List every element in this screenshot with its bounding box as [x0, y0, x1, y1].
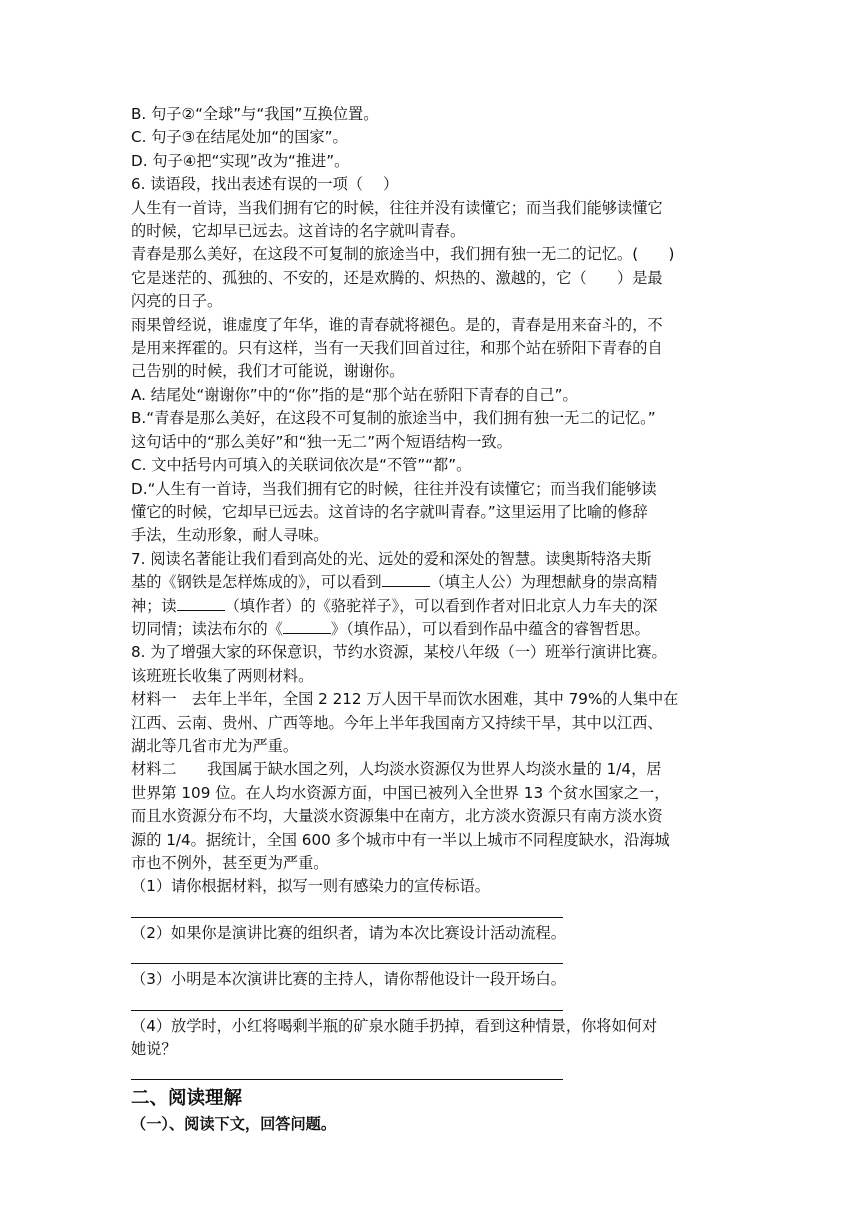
- q8-material-two: 材料二 我国属于缺水国之列，人均淡水资源仅为世界人均淡水量的 1/4，居: [131, 760, 662, 779]
- answer-line-3[interactable]: [131, 992, 563, 1011]
- q7-text: 切同情；读法布尔的《: [131, 619, 283, 638]
- q8-material-two: 源的 1/4。据统计，全国 600 多个城市中有一半以上城市不同程度缺水，沿海城: [131, 830, 670, 849]
- q8-subquestion-4-cont: 她说？: [131, 1040, 177, 1059]
- q8-material-one: 湖北等几省市尤为严重。: [131, 736, 299, 755]
- q6-passage-line: 青春是那么美好，在这段不可复制的旅途当中，我们拥有独一无二的记忆。( ): [131, 245, 675, 264]
- q7-line: [131, 595, 735, 618]
- q8-stem-cont: 该班班长收集了两则材料。: [131, 666, 314, 685]
- section-title: 二、阅读理解: [131, 1088, 243, 1110]
- q7-text: （填主人公）为理想献身的崇高精: [429, 573, 658, 592]
- q8-material-two: 而且水资源分布不均，大量淡水资源集中在南方，北方淡水资源只有南方淡水资: [131, 807, 663, 826]
- q7-line: [131, 571, 735, 594]
- q6-passage-line: 闪亮的日子。: [131, 292, 223, 311]
- q7-line: [131, 618, 735, 641]
- document-page: [131, 103, 735, 1136]
- q8-subquestion-1: （1）请你根据材料，拟写一则有感染力的宣传标语。: [131, 877, 490, 896]
- q8-material-one: 江西、云南、贵州、广西等地。今年上半年我国南方又持续干旱，其中以江西、: [131, 713, 663, 732]
- q6-option-d-cont: 手法，生动形象，耐人寻味。: [131, 526, 329, 545]
- q6-option-a: A. 结尾处“谢谢你”中的“你”指的是“那个站在骄阳下青春的自己”。: [131, 385, 578, 404]
- q6-passage-line: 它是迷茫的、孤独的、不安的，还是欢腾的、炽热的、激越的，它（ ）是最: [131, 268, 663, 287]
- q6-option-b: B.“青春是那么美好，在这段不可复制的旅途当中，我们拥有独一无二的记忆。”: [131, 409, 656, 428]
- q8-subquestion-3: （3）小明是本次演讲比赛的主持人，请你帮他设计一段开场白。: [131, 970, 566, 989]
- q7-text: 基的《钢铁是怎样炼成的》，可以看到: [131, 573, 382, 592]
- q6-option-d-cont: 懂它的时候，它却早已远去。这首诗的名字就叫青春。”这里运用了比喻的修辞: [131, 502, 648, 521]
- q7-text: 神；读: [131, 596, 177, 615]
- q7-text: 》（填作品），可以看到作品中蕴含的睿智哲思。: [330, 619, 650, 638]
- q8-stem: 8. 为了增强大家的环保意识，节约水资源，某校八年级（一）班举行演讲比赛。: [131, 643, 667, 662]
- q8-material-two: 世界第 109 位。在人均水资源方面，中国已被列入全世界 13 个贫水国家之一，: [131, 783, 670, 802]
- answer-line-2[interactable]: [131, 945, 563, 964]
- q5-option-d: D. 句子④把“实现”改为“推进”。: [131, 151, 350, 170]
- q5-option-b: B. 句子②“全球”与“我国”互换位置。: [131, 105, 379, 123]
- q8-subquestion-4: （4）放学时，小红将喝剩半瓶的矿泉水随手扔掉，看到这种情景，你将如何对: [131, 1016, 658, 1035]
- answer-line-4[interactable]: [131, 1061, 563, 1080]
- q5-option-c: C. 句子③在结尾处加“的国家”。: [131, 128, 348, 147]
- q6-passage-line: 己告别的时候，我们才可能说，谢谢你。: [131, 362, 405, 381]
- q7-blank-work[interactable]: [283, 619, 331, 634]
- q6-option-c: C. 文中括号内可填入的关联词依次是“不管”“都”。: [131, 456, 472, 475]
- q8-subquestion-2: （2）如果你是演讲比赛的组织者，请为本次比赛设计活动流程。: [131, 923, 566, 942]
- q6-option-d: D.“人生有一首诗，当我们拥有它的时候，往往并没有读懂它；而当我们能够读: [131, 479, 657, 498]
- q7-blank-protagonist[interactable]: [382, 572, 430, 587]
- q8-material-one: 材料一 去年上半年，全国 2 212 万人因干旱而饮水困难，其中 79%的人集中在: [131, 690, 679, 709]
- answer-line-1[interactable]: [131, 899, 563, 918]
- q6-stem: 6. 读语段，找出表述有误的一项（ ）: [131, 175, 399, 194]
- q6-passage-line: 是用来挥霍的。只有这样，当有一天我们回首过往，和那个站在骄阳下青春的自: [131, 339, 663, 358]
- q6-passage-line: 雨果曾经说，谁虚度了年华，谁的青春就将褪色。是的，青春是用来奋斗的，不: [131, 315, 663, 334]
- q6-option-b-cont: 这句话中的“那么美好”和“独一无二”两个短语结构一致。: [131, 432, 512, 451]
- subsection-title: （一）、阅读下文，回答问题。: [131, 1115, 337, 1134]
- q6-passage-line: 的时候，它却早已远去。这首诗的名字就叫青春。: [131, 222, 466, 241]
- q6-passage-line: 人生有一首诗，当我们拥有它的时候，往往并没有读懂它；而当我们能够读懂它: [131, 198, 663, 217]
- q7-stem: 7. 阅读名著能让我们看到高处的光、远处的爱和深处的智慧。读奥斯特洛夫斯: [131, 549, 652, 568]
- q7-text: （填作者）的《骆驼祥子》，可以看到作者对旧北京人力车夫的深: [224, 596, 658, 615]
- q8-material-two: 市也不例外，甚至更为严重。: [131, 854, 329, 872]
- q7-blank-author[interactable]: [177, 596, 225, 611]
